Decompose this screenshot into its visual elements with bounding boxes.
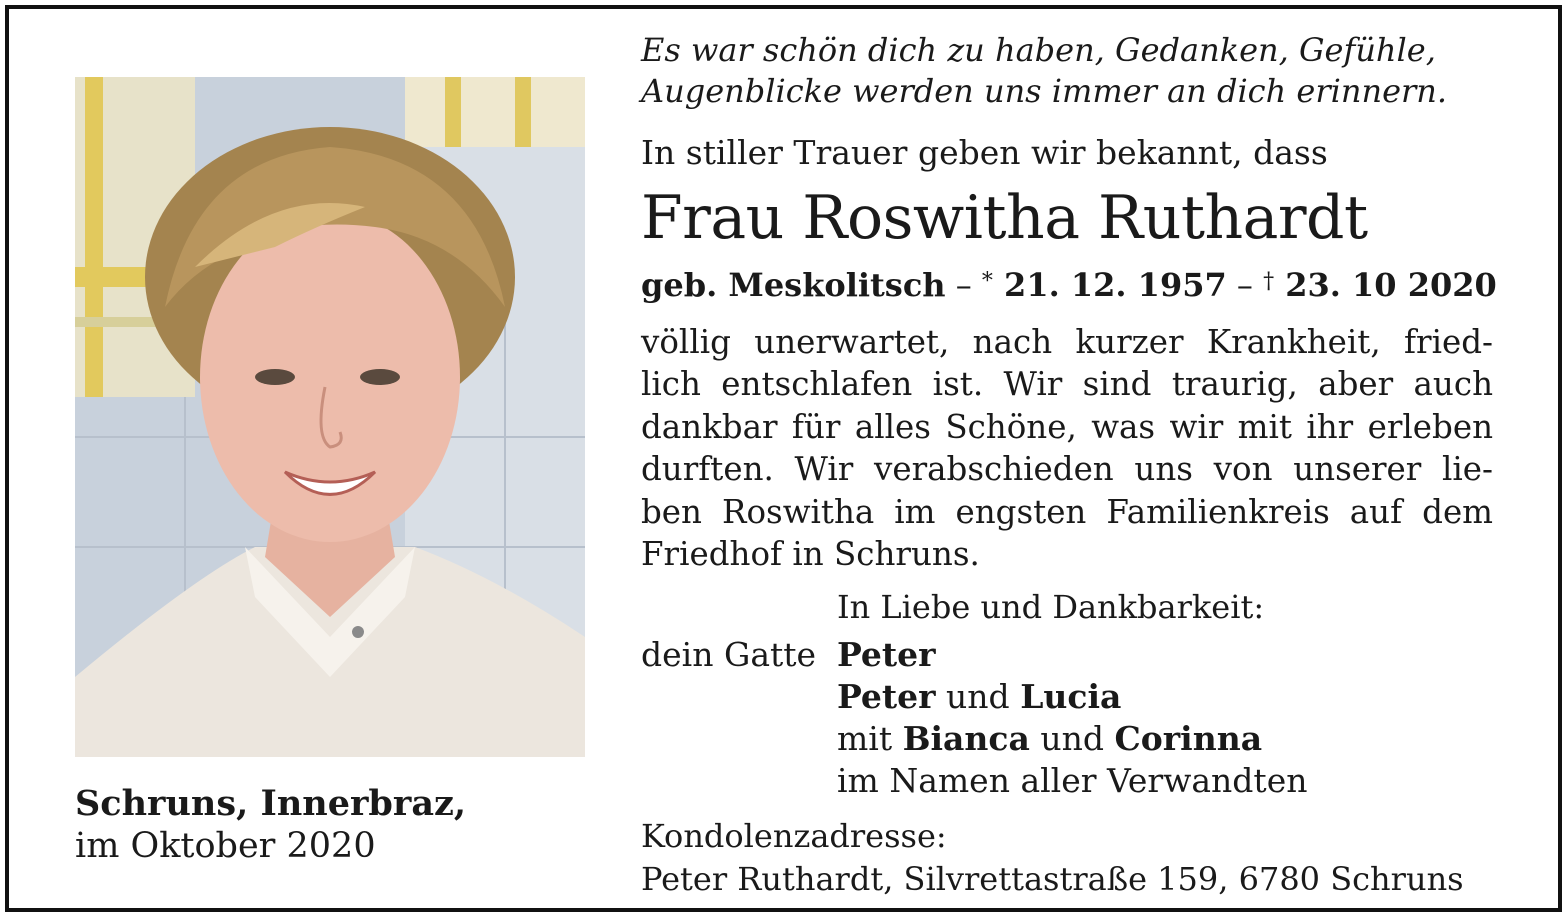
- body-line: völlig unerwartet, nach kurzer Krankheit, fried-: [641, 323, 1493, 361]
- condolence-label: Kondolenzadresse:: [641, 817, 947, 855]
- intro-text: In stiller Trauer geben wir bekannt, dass: [641, 133, 1328, 172]
- husband-name: Peter: [837, 635, 936, 674]
- body-line: dankbar für alles Schöne, was wir mit ihr erleben: [641, 407, 1493, 446]
- family-connector: mit: [837, 719, 903, 758]
- body-line: ben Roswitha im engsten Familienkreis auf dem: [641, 492, 1493, 531]
- family-connector: und: [935, 677, 1021, 716]
- death-symbol: †: [1263, 269, 1275, 294]
- motto-quote: [641, 30, 1521, 112]
- announcement-body: [641, 321, 1493, 575]
- motto-line-2: Augenblicke werden uns immer an dich erinnern.: [641, 72, 1448, 110]
- dash-1: –: [945, 266, 982, 304]
- maiden-name: geb. Meskolitsch: [641, 266, 946, 304]
- life-dates: [641, 261, 1497, 306]
- family-connector: und: [1029, 719, 1115, 758]
- place-line: Schruns, Innerbraz,: [75, 783, 467, 824]
- family-name: Corinna: [1114, 719, 1263, 758]
- relatives-line: im Namen aller Verwandten: [837, 761, 1308, 800]
- portrait-icon: [75, 77, 585, 757]
- husband-label: dein Gatte: [641, 635, 817, 674]
- body-line: Friedhof in Schruns.: [641, 535, 980, 574]
- body-line: durften. Wir verabschieden uns von unserer lie-: [641, 450, 1493, 489]
- dash-2: –: [1226, 266, 1264, 304]
- birth-date: 21. 12. 1957: [992, 266, 1227, 304]
- condolence-address-line: Peter Ruthardt, Silvrettastraße 159, 6780 Schruns: [641, 860, 1464, 898]
- family-name: Bianca: [902, 719, 1030, 758]
- family-name: Lucia: [1020, 677, 1122, 716]
- body-line: lich entschlafen ist. Wir sind traurig, aber auch: [641, 365, 1493, 404]
- motto-line-1: Es war schön dich zu haben, Gedanken, Gefühle,: [641, 31, 1436, 69]
- family-name: Peter: [837, 677, 936, 716]
- place-and-date: [75, 783, 466, 867]
- month-line: im Oktober 2020: [75, 826, 376, 866]
- portrait-photo: [75, 77, 585, 757]
- birth-symbol: *: [981, 269, 993, 294]
- love-line: In Liebe und Dankbarkeit:: [837, 588, 1265, 626]
- deceased-name: Frau Roswitha Ruthardt: [641, 183, 1368, 253]
- condolence-address: [641, 815, 1464, 901]
- death-date: 23. 10 2020: [1274, 266, 1497, 304]
